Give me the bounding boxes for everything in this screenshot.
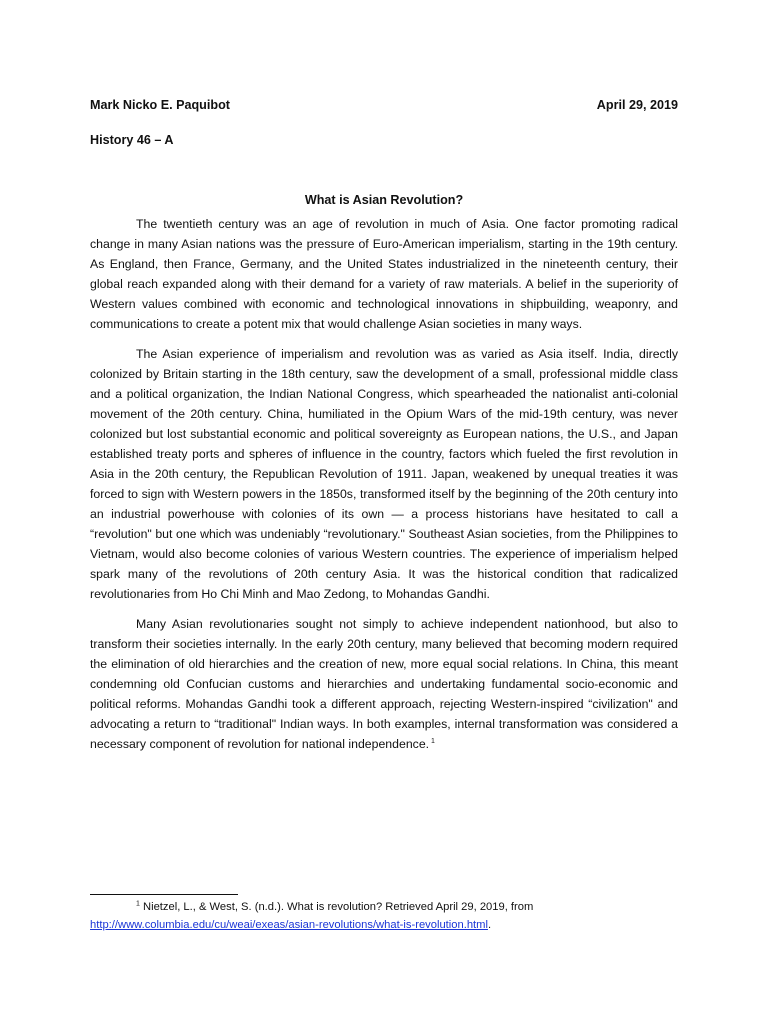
- footnote: [90, 898, 680, 934]
- paragraph-3-text: Many Asian revolutionaries sought not simply to achieve independent nationhood, but also to transform their societies internally. In the early 20th century, many believed that becoming modern required the elimination of old hierarchies and the creation of new, more equal social relations. In China, this meant condemning old Confucian customs and hierarchies and undertaking fundamental socio-economic and political reforms. Mohandas Gandhi took a different approach, rejecting Western-inspired “civilization" and advocating a return to “traditional" Indian ways. In both examples, internal transformation was considered a necessary component of revolution for national independence.: [90, 617, 678, 751]
- course-label: History 46 – A: [90, 133, 174, 147]
- essay-page: [90, 95, 678, 764]
- paragraph-3: [90, 614, 678, 754]
- paragraph-1: The twentieth century was an age of revolution in much of Asia. One factor promoting radical change in many Asian nations was the pressure of Euro-American imperialism, starting in the 19th century. As England, then France, Germany, and the United States industrialized in the nineteenth century, their global reach expanded along with their demand for a variety of raw materials. A belief in the superiority of Western values combined with economic and technological innovations in shipbuilding, weaponry, and communications to create a potent mix that would challenge Asian societies in many ways.: [90, 217, 678, 331]
- document-header: [90, 95, 678, 115]
- footnote-link[interactable]: http://www.columbia.edu/cu/weai/exeas/asian-revolutions/what-is-revolution.html: [90, 919, 488, 931]
- footnote-trailing: .: [487, 919, 492, 931]
- footnote-marker: 1: [136, 900, 140, 908]
- document-date: April 29, 2019: [596, 98, 678, 112]
- footnote-reference: 1: [431, 737, 435, 745]
- essay-title: What is Asian Revolution?: [304, 193, 464, 207]
- author-name: Mark Nicko E. Paquibot: [90, 98, 230, 112]
- footnote-separator: [90, 894, 238, 895]
- footnote-citation-line: [90, 898, 680, 916]
- paragraph-2: The Asian experience of imperialism and revolution was as varied as Asia itself. India, directly colonized by Britain starting in the 18th century, saw the development of a small, professional middle class and a political organization, the Indian National Congress, which spearheaded the nationalist anti-colonial movement of the 20th century. China, humiliated in the Opium Wars of the mid-19th century, was never colonized but lost substantial economic and political sovereignty as European nations, the U.S., and Japan established treaty ports and spheres of influence in the country, factors which fueled the first revolution in Asia in the 20th century, the Republican Revolution of 1911. Japan, weakened by unequal treaties it was forced to sign with Western powers in the 1850s, transformed itself by the beginning of the 20th century into an industrial powerhouse with colonies of its own — a process historians have hesitated to call a “revolution" but one which was undeniably “revolutionary." Southeast Asian societies, from the Philippines to Vietnam, would also become colonies of various Western countries. The experience of imperialism helped spark many of the revolutions of 20th century Asia. It was the historical condition that radicalized revolutionaries from Ho Chi Minh and Mao Zedong, to Mohandas Gandhi.: [90, 347, 678, 601]
- footnote-link-line: [90, 916, 680, 934]
- footnote-citation: Nietzel, L., & West, S. (n.d.). What is revolution? Retrieved April 29, 2019, from: [139, 901, 534, 913]
